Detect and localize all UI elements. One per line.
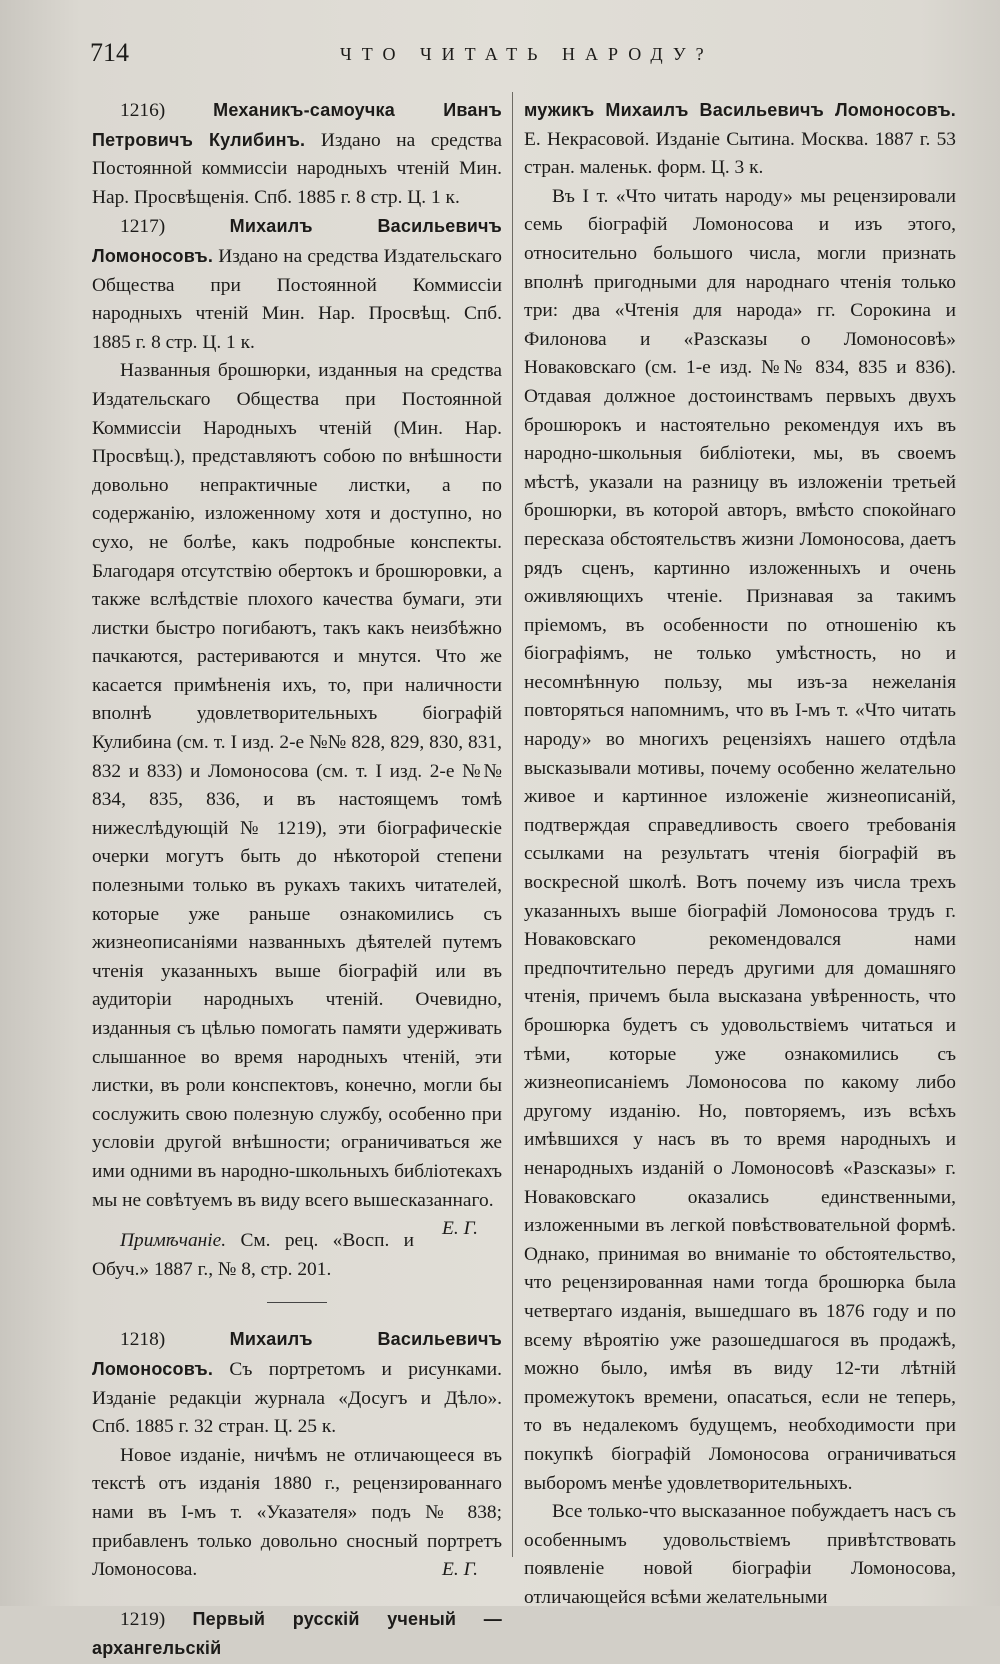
entry-title: Михаилъ Васильевичъ Ломоносовъ.	[92, 216, 502, 266]
entry-number: 1219)	[120, 1608, 166, 1630]
note-text: См. рец. «Восп. и Обуч.» 1887 г., № 8, стр. 201.	[92, 1230, 415, 1280]
page-number: 714	[90, 38, 129, 67]
entry-title: Механикъ-самоучка Иванъ Петровичъ Кулибинъ.	[92, 100, 502, 150]
review-1219-paragraph-1: Въ I т. «Что читать народу» мы рецензировали семь біографій Ломоносова и изъ этого, относительно большого числа, могли признать вполнѣ пригодными для народнаго чтенія только три: два «Чтенія для народа» гг. Сорокина и Филонова и «Разсказы о Ломоносовѣ» Новаковскаго (см. 1-е изд. №№ 834, 835 и 836). Отдавая должное достоинствамъ первыхъ двухъ брошюрокъ и настоятельно рекомендуя ихъ въ народно-школьныя библіотеки, мы, въ своемъ мѣстѣ, указали на разницу въ изложеніи третьей брошюрки, въ которой авторъ, вмѣсто спокойнаго пересказа обстоятельствъ жизни Ломоносова, даетъ рядъ сценъ, картинно изложенныхъ и очень оживляющихъ чтеніе. Признавая за такимъ пріемомъ, въ особенности по отношенію къ біографіямъ, не только умѣстность, но и несомнѣнную пользу, мы изъ-за нежеланія повторяться напомнимъ, что въ I-мъ т. «Что читать народу» во многихъ рецензіяхъ нашего отдѣла высказывали мотивы, почему особенно желательно живое и картинное изложеніе жизнеописаній, подтверждая справедливость своего требованія ссылками на результатъ чтенія біографій въ воскресной школѣ. Вотъ почему изъ числа трехъ указанныхъ выше біографій Ломоносова трудъ г. Новаковскаго рекомендовался нами предпочтительно передъ другими для домашняго чтенія, причемъ была высказана увѣренность, что брошюрка будетъ съ удовольствіемъ читаться и тѣми, которые уже ознакомились съ жизнеописаніемъ Ломоносова по какому либо другому изданію. Но, повторяемъ, изъ всѣхъ имѣвшихся у насъ въ то время народныхъ и ненародныхъ изданій о Ломоносовѣ «Разсказы» г. Новаковскаго оказались единственными, изложенными въ легкой повѣствовательной формѣ. Однако, принимая во вниманіе то обстоятельство, что рецензированная нами тогда брошюрка была четвертаго изданія, вышедшаго въ 1876 году и по всему вѣроятію уже разошедшагося въ продажѣ, можно было, имѣя въ виду 12-ти лѣтній промежутокъ времени, опасаться, если не теперь, то въ недалекомъ будущемъ, необходимости при покупкѣ біографій Ломоносова ограничиваться выборомъ менѣе удовлетворительныхъ.	[524, 185, 956, 1494]
entry-title: Первый русскій ученый — архангельскій	[92, 1608, 502, 1659]
entry-number: 1218)	[120, 1329, 166, 1351]
entry-1217	[92, 212, 502, 357]
entry-1218	[92, 1325, 502, 1441]
running-title: ЧТО ЧИТАТЬ НАРОДУ?	[340, 44, 714, 64]
entry-number: 1217)	[120, 216, 166, 238]
right-column	[524, 96, 956, 1612]
reviewer-signature: Е. Г.	[442, 1218, 478, 1240]
entry-text: Съ портретомъ и рисунками. Изданіе редакціи журнала «Досугъ и Дѣло». Спб. 1885 г. 32 стран. Ц. 25 к.	[92, 1358, 502, 1438]
review-1218	[92, 1442, 502, 1585]
review-1216-1217	[92, 357, 502, 1240]
review-text: Новое изданіе, ничѣмъ не отличающееся въ текстѣ отъ изданія 1880 г., рецензированнаго нами въ I-мъ т. «Указателя» подъ № 838; прибавленъ только довольно сносный портретъ Ломоносова.	[92, 1444, 502, 1581]
column-divider	[512, 92, 513, 1557]
review-1219-paragraph-2: Все только-что высказанное побуждаетъ насъ съ особеннымъ удовольствіемъ привѣтствовать появленіе новой біографіи Ломоносова, отличающейся всѣми желательными	[524, 1501, 956, 1608]
left-column	[92, 96, 502, 1664]
entry-title: мужикъ Михаилъ Васильевичъ Ломоносовъ.	[524, 100, 956, 120]
entry-number: 1216)	[120, 100, 166, 121]
entry-title: Михаилъ Васильевичъ Ломоносовъ.	[92, 1329, 502, 1379]
review-text: Названныя брошюрки, изданныя на средства Издательскаго Общества при Постоянной Коммиссіи Народныхъ чтеній (Мин. Нар. Просвѣщ.), представляютъ собою по внѣшности довольно непрактичные листки, а по содержанію, изложенному хотя и доступно, но сухо, не болѣе, какъ подробные конспекты. Благодаря отсутствію обертокъ и брошюровки, а также вслѣдствіе плохого качества бумаги, эти листки быстро погибаютъ, такъ какъ неизбѣжно пачкаются, растериваются и мнутся. Что же касается примѣненія ихъ, то, при наличности вполнѣ удовлетворительныхъ біографій Кулибина (см. т. I изд. 2-е №№ 828, 829, 830, 831, 832 и 833) и Ломоносова (см. т. I изд. 2-е №№ 834, 835, 836, и въ настоящемъ томѣ нижеслѣдующій № 1219), эти біографическіе очерки могутъ быть до нѣкоторой степени полезными только въ рукахъ такихъ читателей, которые уже раньше ознакомились съ жизнеописаніями названныхъ дѣятелей путемъ чтенія указанныхъ выше біографій или въ аудиторіи народныхъ чтеній. Очевидно, изданныя съ цѣлью помогать памяти удерживать слышанное во время народныхъ чтеній, эти листки, въ роли конспектовъ, конечно, могли бы сослужить свою полезную службу, особенно при условіи другой внѣшности; ограничиваться же ими одними въ народно-школьныхъ библіотекахъ мы не совѣтуемъ въ виду всего вышесказаннаго.	[92, 360, 502, 1211]
entry-text: Е. Некрасовой. Изданіе Сытина. Москва. 1887 г. 53 стран. маленьк. форм. Ц. 3 к.	[524, 128, 956, 179]
entry-text: Издано на средства Постоянной коммиссіи народныхъ чтеній Мин. Нар. Просвѣщенія. Спб. 1885 г. 8 стр. Ц. 1 к.	[92, 129, 502, 208]
reviewer-signature: Е. Г.	[442, 1559, 478, 1581]
entry-1216	[92, 96, 502, 212]
section-separator	[267, 1302, 327, 1303]
note-label: Примѣчаніе.	[120, 1230, 227, 1252]
entry-1219-continued	[524, 96, 956, 183]
page-header	[90, 38, 970, 78]
entry-text: Издано на средства Издательскаго Общества при Постоянной Коммиссіи народныхъ чтеній Мин. Нар. Просвѣщ. Спб. 1885 г. 8 стр. Ц. 1 к.	[92, 245, 502, 353]
entry-1219	[92, 1605, 502, 1664]
spacer	[92, 1585, 502, 1605]
